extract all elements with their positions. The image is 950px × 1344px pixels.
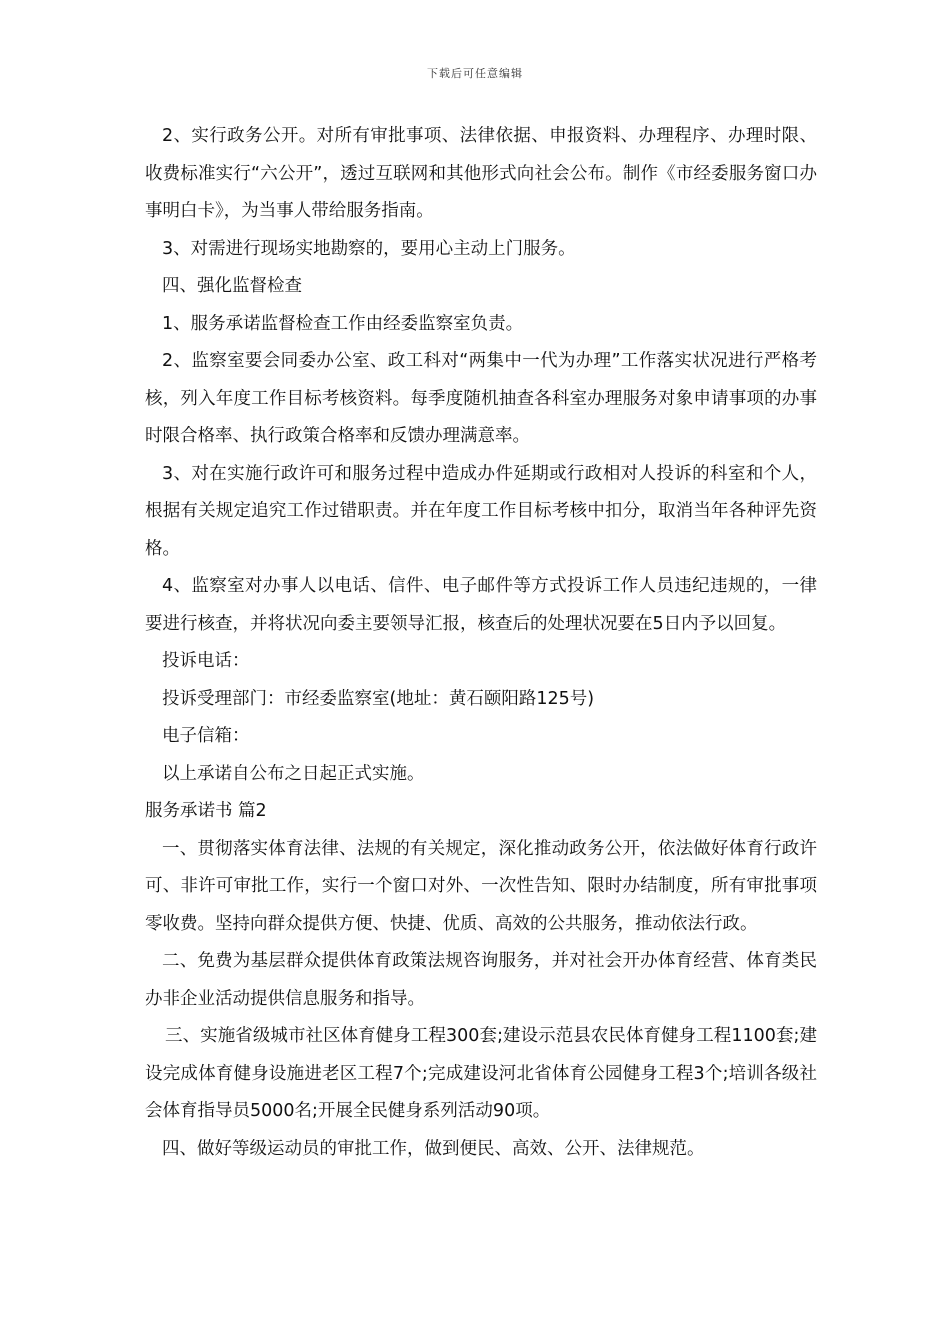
paragraph-accountability: 3、对在实施行政许可和服务过程中造成办件延期或行政相对人投诉的科室和个人，根据有关规定追究工作过错职责。并在年度工作目标考核中扣分，取消当年各种评先资格。 (145, 463, 817, 559)
document-body (145, 118, 817, 1168)
section-title: 服务承诺书 篇2 (145, 801, 267, 821)
email-label: 电子信箱： (162, 726, 250, 746)
section-paragraph-4: 四、做好等级运动员的审批工作，做到便民、高效、公开、法律规范。 (162, 1138, 705, 1159)
complaint-phone-label: 投诉电话： (162, 651, 250, 671)
paragraph-open-government: 2、实行政务公开。对所有审批事项、法律依据、申报资料、办理程序、办理时限、收费标准实行“六公开”，透过互联网和其他形式向社会公布。制作《市经委服务窗口办事明白卡》，为当事人带给服务指南。 (145, 126, 817, 221)
paragraph-effective-date: 以上承诺自公布之日起正式实施。 (162, 763, 425, 784)
paragraph-complaint-handling: 4、监察室对办事人以电话、信件、电子邮件等方式投诉工作人员违纪违规的，一律要进行核查，并将状况向委主要领导汇报，核查后的处理状况要在5日内予以回复。 (145, 576, 817, 634)
complaint-department: 投诉受理部门：市经委监察室(地址：黄石颐阳路125号) (162, 688, 595, 709)
page-header-note: 下载后可任意编辑 (427, 67, 523, 80)
section-paragraph-2: 二、免费为基层群众提供体育政策法规咨询服务，并对社会开办体育经营、体育类民办非企业活动提供信息服务和指导。 (145, 951, 817, 1009)
heading-supervision: 四、强化监督检查 (162, 276, 302, 296)
paragraph-supervision-responsibility: 1、服务承诺监督检查工作由经委监察室负责。 (162, 313, 524, 334)
section-paragraph-3: 三、实施省级城市社区体育健身工程300套;建设示范县农民体育健身工程1100套;建设完成体育健身设施进老区工程7个;完成建设河北省体育公园健身工程3个;培训各级社会体育指导员5000名;开展全民健身系列活动90项。 (145, 1026, 817, 1121)
paragraph-assessment: 2、监察室要会同委办公室、政工科对“两集中一代为办理”工作落实状况进行严格考核，列入年度工作目标考核资料。每季度随机抽查各科室办理服务对象申请事项的办事时限合格率、执行政策合格率和反馈办理满意率。 (145, 351, 817, 446)
paragraph-onsite-service: 3、对需进行现场实地勘察的，要用心主动上门服务。 (162, 238, 576, 259)
section-paragraph-1: 一、贯彻落实体育法律、法规的有关规定，深化推动政务公开，依法做好体育行政许可、非许可审批工作，实行一个窗口对外、一次性告知、限时办结制度，所有审批事项零收费。坚持向群众提供方便、快捷、优质、高效的公共服务，推动依法行政。 (145, 838, 817, 934)
